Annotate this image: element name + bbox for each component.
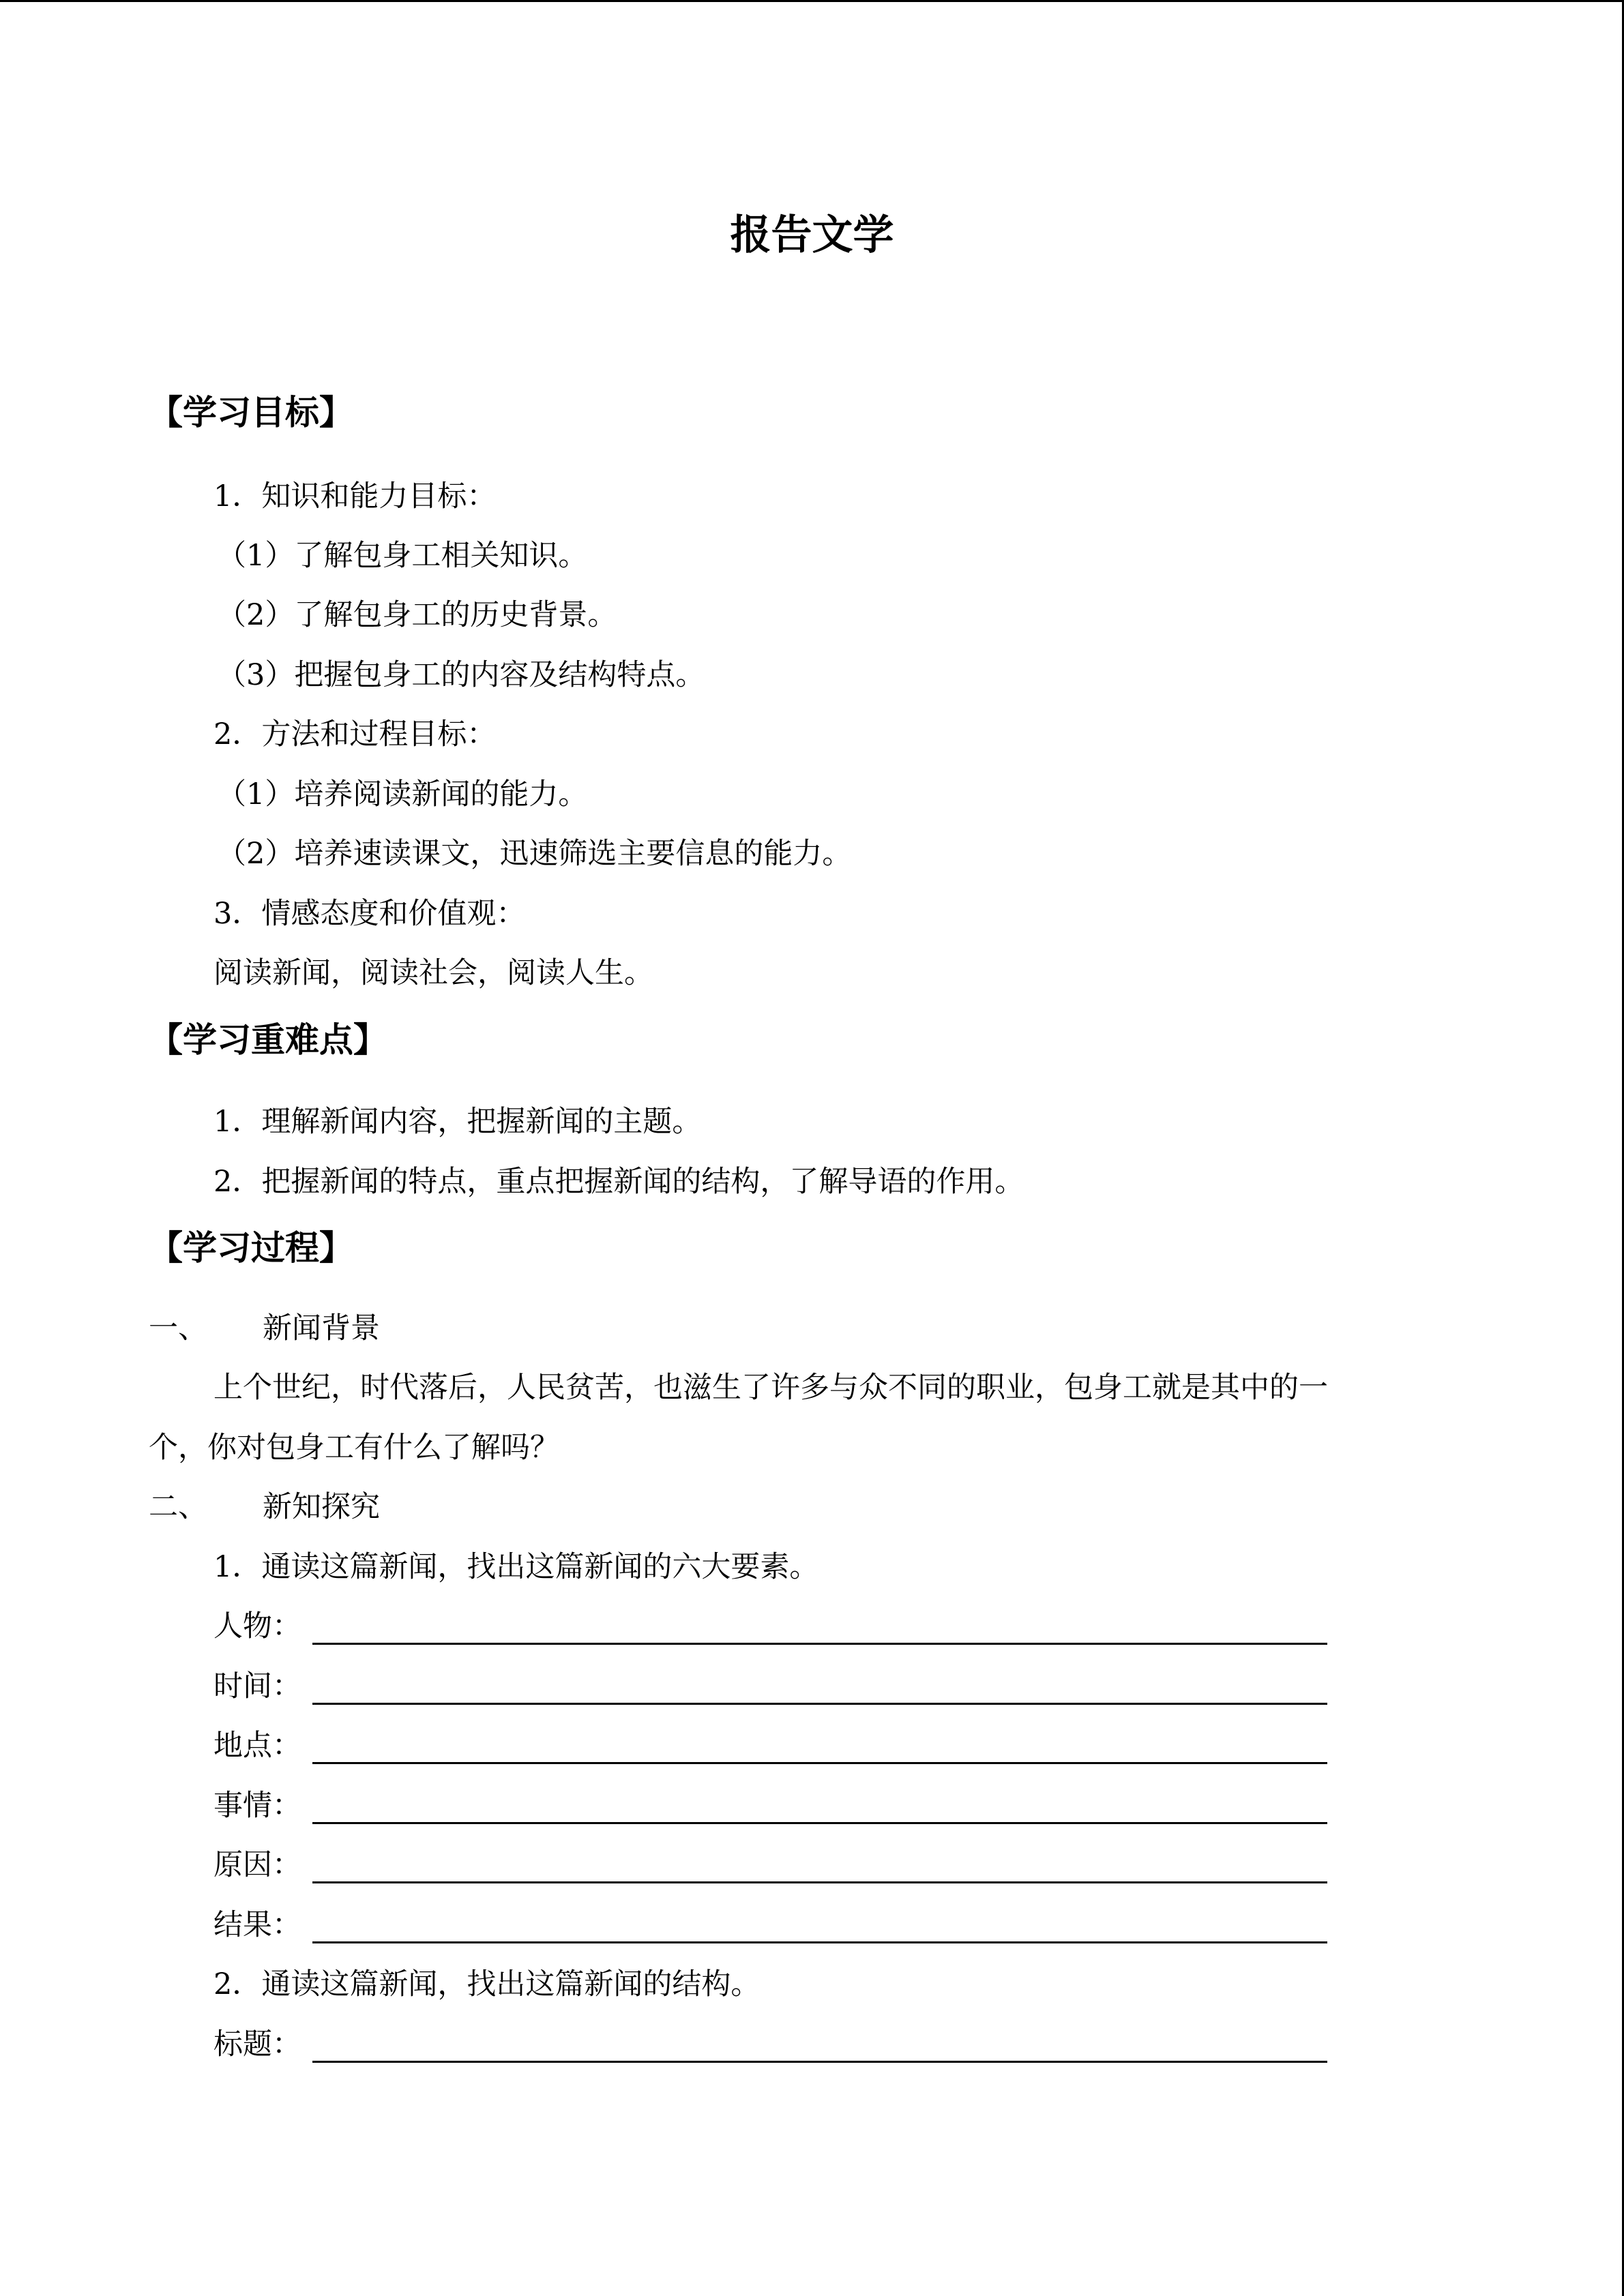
objective-line: （1）培养阅读新闻的能力。: [217, 777, 588, 811]
key-point-line: 1．理解新闻内容，把握新闻的主题。: [213, 1105, 702, 1139]
blank-result[interactable]: [312, 1941, 1327, 1943]
field-label-event: 事情：: [213, 1789, 301, 1823]
task1-text: 1．通读这篇新闻，找出这篇新闻的六大要素。: [213, 1550, 819, 1584]
part1-paragraph: 上个世纪，时代落后，人民贫苦，也滋生了许多与众不同的职业，包身工就是其中的一: [213, 1371, 1328, 1405]
blank-place[interactable]: [312, 1762, 1327, 1764]
key-point-line: 2．把握新闻的特点，重点把握新闻的结构，了解导语的作用。: [213, 1165, 1024, 1199]
part1-number: 一、: [149, 1311, 207, 1345]
field-label-place: 地点：: [213, 1729, 301, 1763]
objective-line: （1）了解包身工相关知识。: [217, 539, 588, 573]
field-label-time: 时间：: [213, 1669, 301, 1703]
field-label-person: 人物：: [213, 1609, 301, 1643]
page-title: 报告文学: [730, 211, 894, 259]
part2-number: 二、: [149, 1490, 207, 1524]
objective-line: 3．情感态度和价值观：: [213, 897, 526, 931]
heading-key-points: 【学习重难点】: [149, 1020, 387, 1060]
task2-text: 2．通读这篇新闻，找出这篇新闻的结构。: [213, 1967, 761, 2001]
objective-line: 1．知识和能力目标：: [213, 479, 497, 513]
blank-title[interactable]: [312, 2061, 1327, 2063]
field-label-title: 标题：: [213, 2027, 301, 2061]
part2-title: 新知探究: [263, 1490, 380, 1524]
blank-time[interactable]: [312, 1703, 1327, 1705]
objective-line: 2．方法和过程目标：: [213, 717, 497, 751]
top-border: [0, 0, 1624, 2]
objective-line: （2）了解包身工的历史背景。: [217, 598, 617, 632]
field-label-cause: 原因：: [213, 1848, 301, 1882]
heading-process: 【学习过程】: [149, 1228, 353, 1268]
objective-line: （3）把握包身工的内容及结构特点。: [217, 658, 705, 692]
blank-event[interactable]: [312, 1822, 1327, 1824]
blank-person[interactable]: [312, 1643, 1327, 1645]
field-label-result: 结果：: [213, 1908, 301, 1942]
blank-cause[interactable]: [312, 1881, 1327, 1883]
objective-line: （2）培养速读课文，迅速筛选主要信息的能力。: [217, 837, 852, 871]
part1-paragraph: 个，你对包身工有什么了解吗？: [149, 1431, 559, 1465]
objective-line: 阅读新闻，阅读社会，阅读人生。: [213, 956, 653, 990]
heading-objectives: 【学习目标】: [149, 393, 353, 432]
part1-title: 新闻背景: [263, 1311, 380, 1345]
